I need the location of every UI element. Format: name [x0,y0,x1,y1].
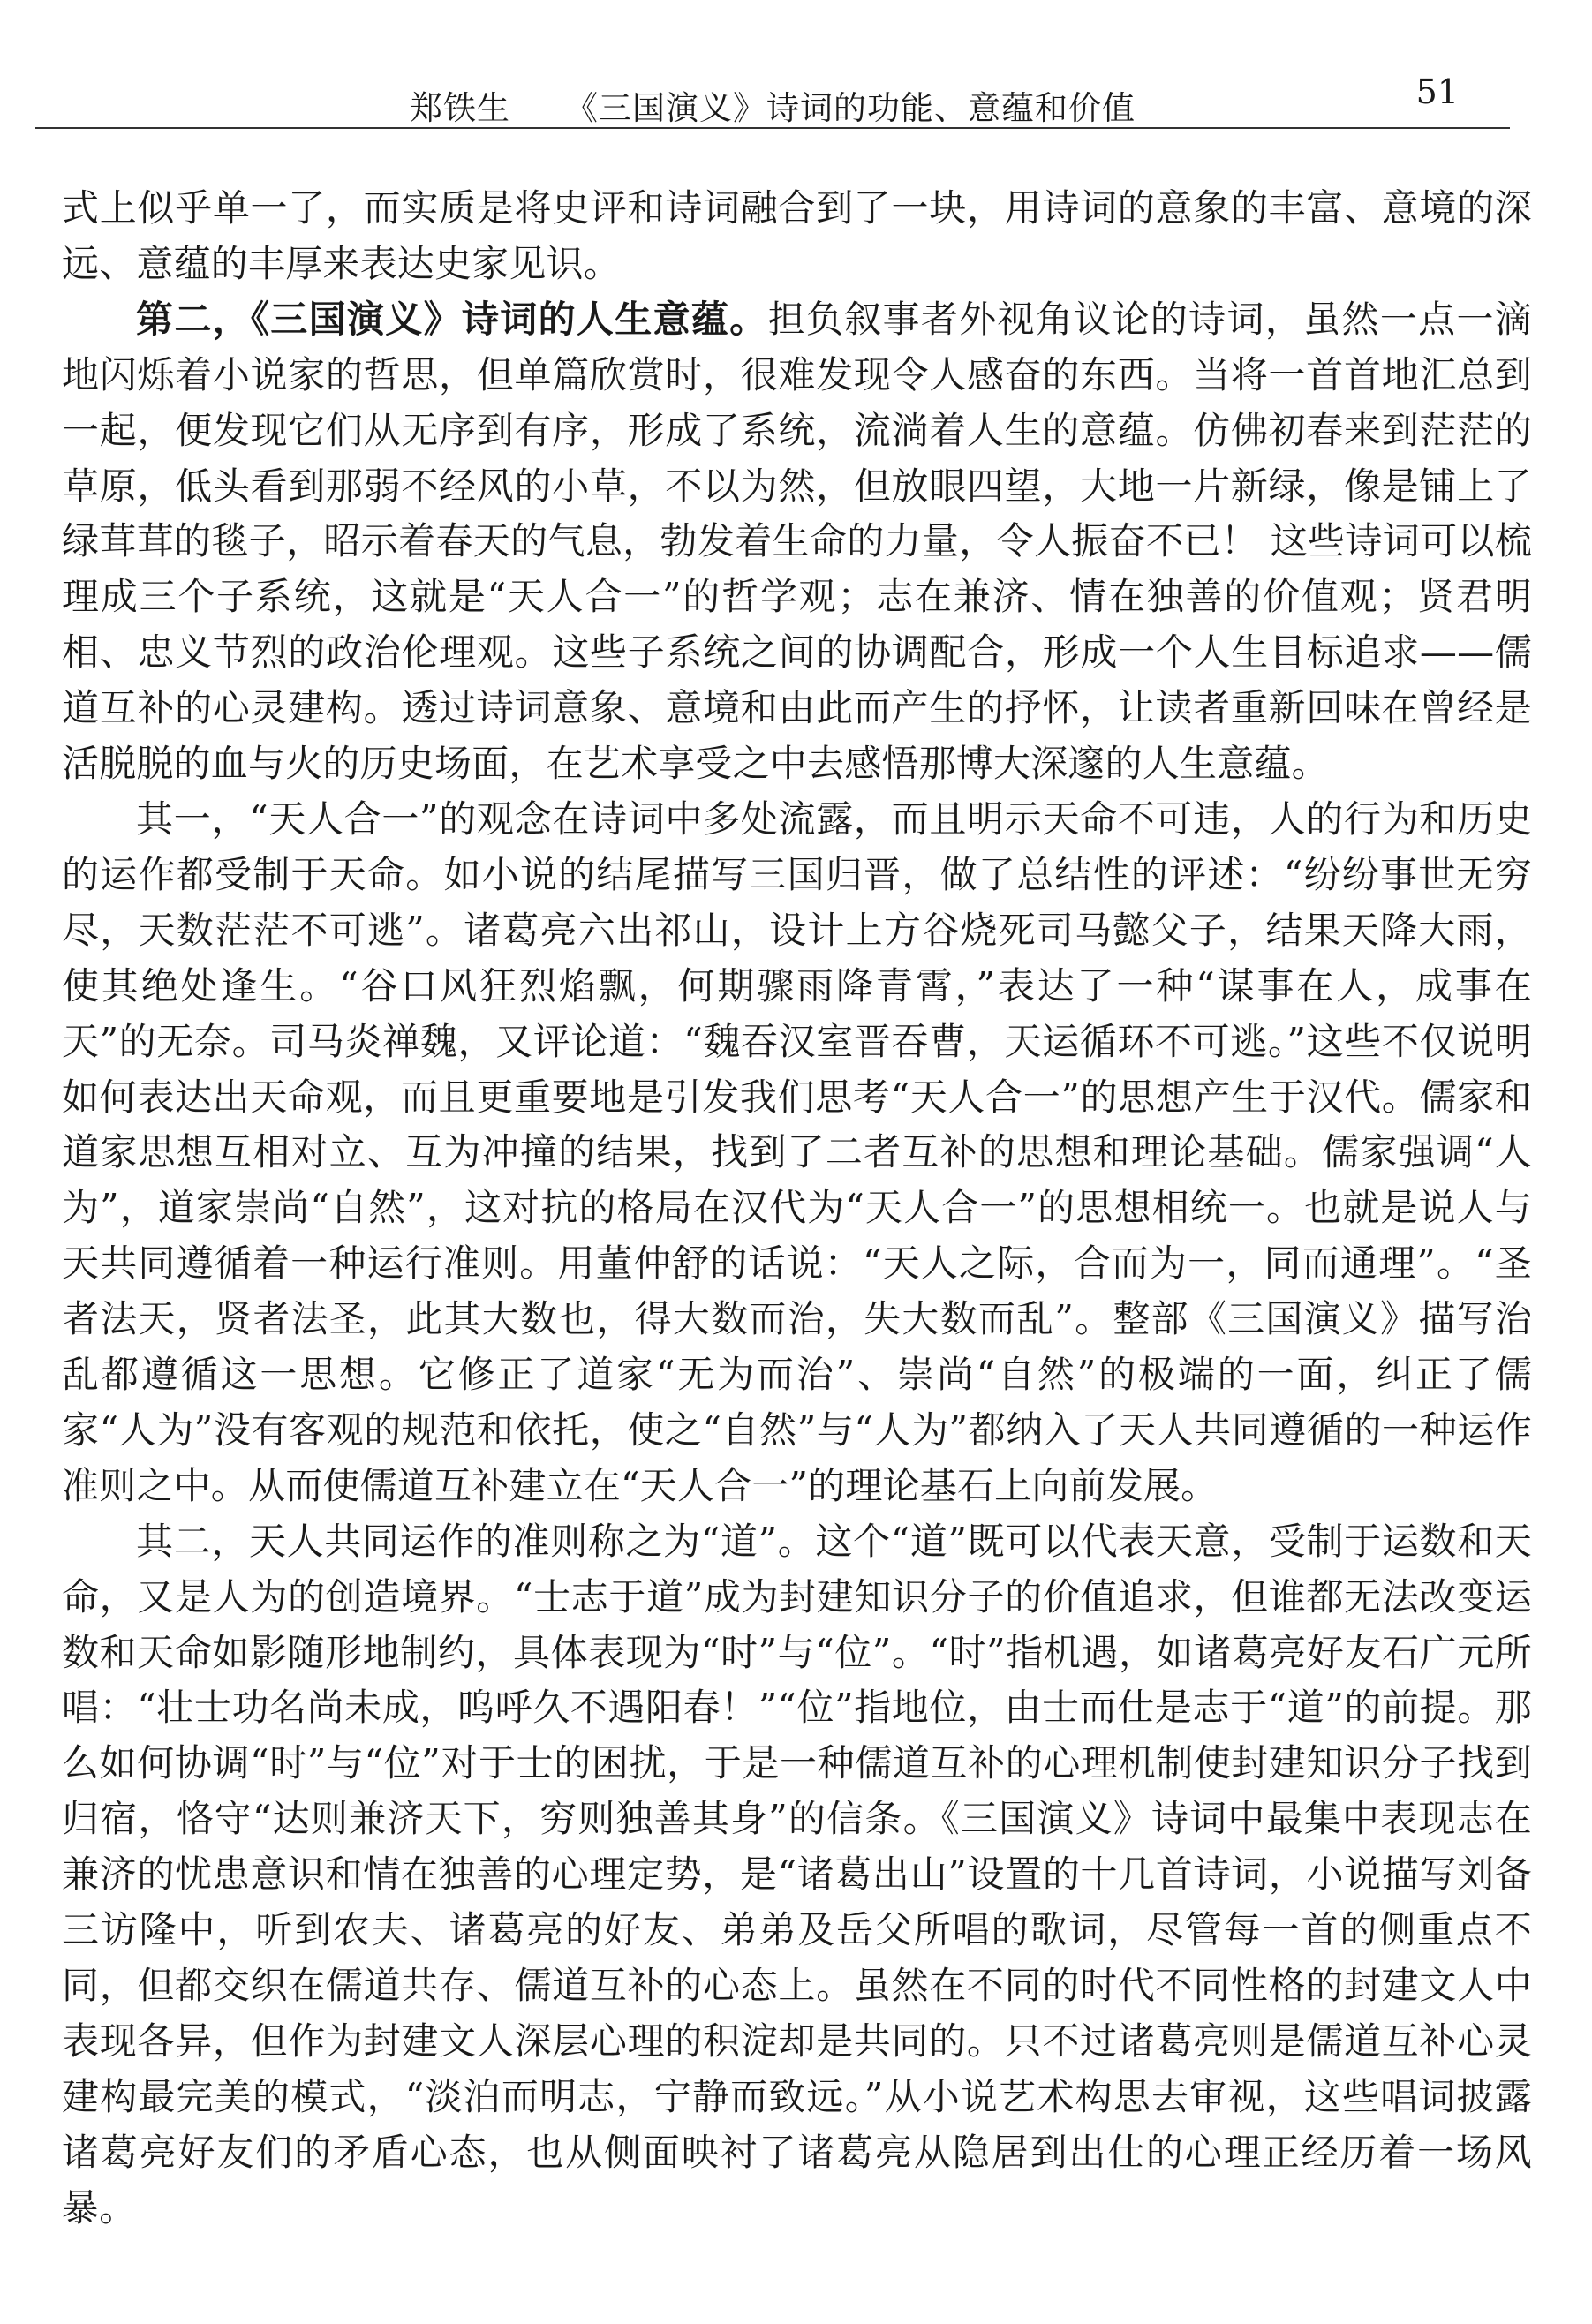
paragraph-continuation [62,181,1532,292]
paragraph-text: 担负叙事者外视角议论的诗词，虽然一点一滴地闪烁着小说家的哲思，但单篇欣赏时，很难发现令人感奋的东西。当将一首首地汇总到一起，便发现它们从无序到有序，形成了系统，流淌着人生的意蕴。仿佛初春来到茫茫的草原，低头看到那弱不经风的小草，不以为然，但放眼四望，大地一片新绿，像是铺上了绿茸茸的毯子，昭示着春天的气息，勃发着生命的力量，令人振奋不已！ 这些诗词可以梳理成三个子系统，这就是“天人合一”的哲学观；志在兼济、情在独善的价值观；贤君明相、忠义节烈的政治伦理观。这些子系统之间的协调配合，形成一个人生目标追求——儒道互补的心灵建构。透过诗词意象、意境和由此而产生的抒怀，让读者重新回味在曾经是活脱脱的血与火的历史场面，在艺术享受之中去感悟那博大深邃的人生意蕴。 [62,297,1532,786]
section-heading: 第二，《三国演义》诗词的人生意蕴。 [136,297,768,341]
header-title-line [35,81,1510,129]
header-author: 郑铁生 [410,89,510,127]
page-number: 51 [1415,72,1459,111]
header-rule [35,127,1510,129]
article-body [62,181,1532,2237]
header-article-title: 《三国演义》诗词的功能、意蕴和价值 [565,89,1136,127]
paragraph-point-two [62,1514,1532,2237]
paragraph-point-one [62,792,1532,1514]
paragraph-section-two [62,292,1532,792]
running-header [35,69,1510,127]
paragraph-text: 其二，天人共同运作的准则称之为“道”。这个“道”既可以代表天意，受制于运数和天命，又是人为的创造境界。“士志于道”成为封建知识分子的价值追求，但谁都无法改变运数和天命如影随形地制约，具体表现为“时”与“位”。“时”指机遇，如诸葛亮好友石广元所唱：“壮士功名尚未成，呜呼久不遇阳春！”“位”指地位，由士而仕是志于“道”的前提。那么如何协调“时”与“位”对于士的困扰，于是一种儒道互补的心理机制使封建知识分子找到归宿，恪守“达则兼济天下，穷则独善其身”的信条。《三国演义》诗词中最集中表现志在兼济的忧患意识和情在独善的心理定势，是“诸葛出山”设置的十几首诗词，小说描写刘备三访隆中，听到农夫、诸葛亮的好友、弟弟及岳父所唱的歌词，尽管每一首的侧重点不同，但都交织在儒道共存、儒道互补的心态上。虽然在不同的时代不同性格的封建文人中表现各异，但作为封建文人深层心理的积淀却是共同的。只不过诸葛亮则是儒道互补心灵建构最完美的模式，“淡泊而明志，宁静而致远。”从小说艺术构思去审视，这些唱词披露诸葛亮好友们的矛盾心态，也从侧面映衬了诸葛亮从隐居到出仕的心理正经历着一场风暴。 [62,1519,1532,2230]
paragraph-text: 其一，“天人合一”的观念在诗词中多处流露，而且明示天命不可违，人的行为和历史的运作都受制于天命。如小说的结尾描写三国归晋，做了总结性的评述：“纷纷事世无穷尽，天数茫茫不可逃”。诸葛亮六出祁山，设计上方谷烧死司马懿父子，结果天降大雨，使其绝处逢生。“谷口风狂烈焰飘，何期骤雨降青霄，”表达了一种“谋事在人，成事在天”的无奈。司马炎禅魏，又评论道：“魏吞汉室晋吞曹，天运循环不可逃。”这些不仅说明如何表达出天命观，而且更重要地是引发我们思考“天人合一”的思想产生于汉代。儒家和道家思想互相对立、互为冲撞的结果，找到了二者互补的思想和理论基础。儒家强调“人为”，道家崇尚“自然”，这对抗的格局在汉代为“天人合一”的思想相统一。也就是说人与天共同遵循着一种运行准则。用董仲舒的话说：“天人之际，合而为一，同而通理”。“圣者法天，贤者法圣，此其大数也，得大数而治，失大数而乱”。整部《三国演义》描写治乱都遵循这一思想。它修正了道家“无为而治”、崇尚“自然”的极端的一面，纠正了儒家“人为”没有客观的规范和依托，使之“自然”与“人为”都纳入了天人共同遵循的一种运作准则之中。从而使儒道互补建立在“天人合一”的理论基石上向前发展。 [62,796,1532,1507]
paragraph-text: 式上似乎单一了，而实质是将史评和诗词融合到了一块，用诗词的意象的丰富、意境的深远、意蕴的丰厚来表达史家见识。 [62,186,1532,285]
